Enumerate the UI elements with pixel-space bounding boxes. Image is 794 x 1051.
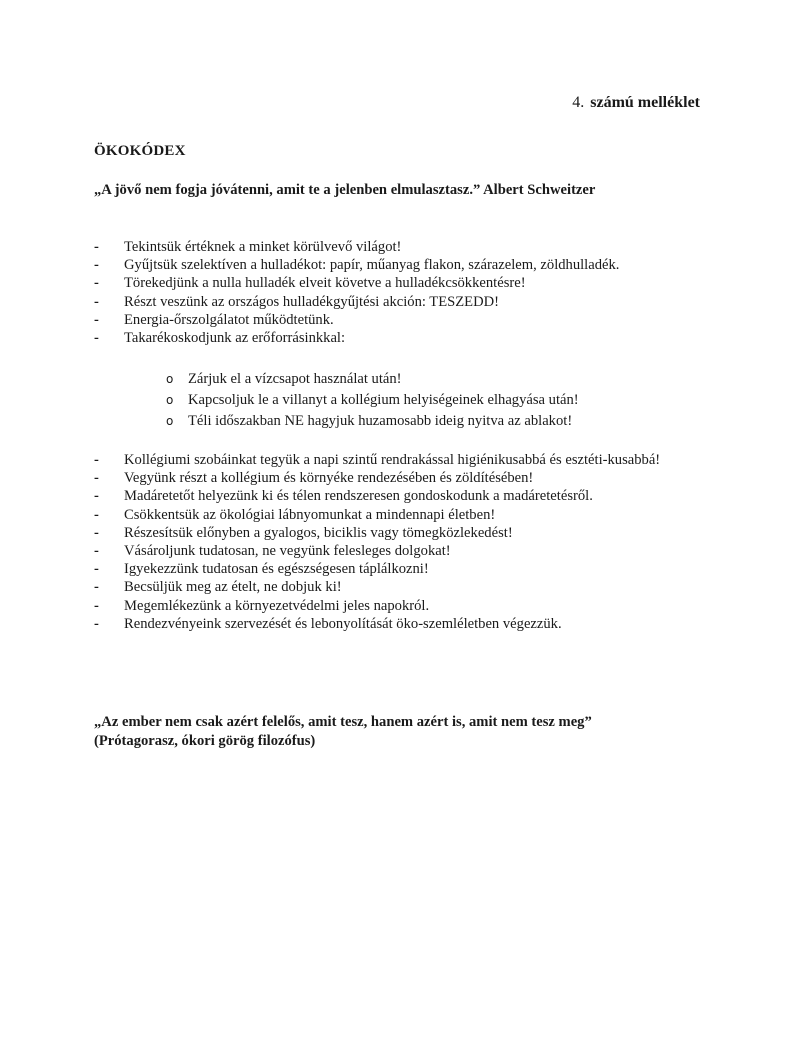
dash-bullet: - — [94, 470, 99, 487]
list-item: - Madáretetőt helyezünk ki és télen rendszeresen gondoskodunk a madáretetésről. — [94, 488, 593, 505]
dash-bullet: - — [94, 543, 99, 560]
list-item: - Becsüljük meg az ételt, ne dobjuk ki! — [94, 579, 342, 596]
motto-quote: „A jövő nem fogja jóvátenni, amit te a jelenben elmulasztasz.” Albert Schweitzer — [94, 182, 596, 198]
circle-bullet: o — [166, 413, 174, 428]
list-item: - Takarékoskodjunk az erőforrásinkkal: — [94, 330, 346, 347]
dash-bullet: - — [94, 293, 99, 310]
resource-saving-sublist — [166, 369, 706, 431]
dash-bullet: - — [94, 239, 99, 255]
document-title: ÖKOKÓDEX — [94, 143, 186, 159]
dash-bullet: - — [94, 579, 99, 596]
dash-bullet: - — [94, 330, 99, 347]
circle-bullet: o — [166, 392, 174, 407]
list-item: - Részesítsük előnyben a gyalogos, biciklis vagy tömegközlekedést! — [94, 524, 513, 541]
list-item: - Kollégiumi szobáinkat tegyük a napi szintű rendrakással higiénikusabbá és esztéti-kusabbá! — [94, 452, 661, 468]
sublist-item: o Kapcsoljuk le a villanyt a kollégium helyiségeinek elhagyása után! — [166, 390, 706, 411]
list-item: - Vásároljunk tudatosan, ne vegyünk felesleges dolgokat! — [94, 543, 451, 560]
dash-bullet: - — [94, 506, 99, 523]
dash-bullet: - — [94, 524, 99, 541]
list-item: - Tekintsük értéknek a minket körülvevő világot! — [94, 239, 402, 255]
dash-bullet: - — [94, 275, 99, 292]
dash-bullet: - — [94, 597, 99, 614]
circle-bullet: o — [166, 372, 174, 386]
list-item: - Megemlékezünk a környezetvédelmi jeles napokról. — [94, 597, 430, 614]
sublist-item: o Zárjuk el a vízcsapot használat után! — [166, 369, 706, 390]
list-item: - Energia-őrszolgálatot működtetünk. — [94, 311, 334, 328]
sublist-item: o Téli időszakban NE hagyjuk huzamosabb ideig nyitva az ablakot! — [166, 411, 706, 432]
list-item: - Vegyünk részt a kollégium és környéke rendezésében és zöldítésében! — [94, 470, 534, 487]
dash-bullet: - — [94, 561, 99, 578]
closing-quote-text: „Az ember nem csak azért felelős, amit tesz, hanem azért is, amit nem tesz meg” — [94, 714, 592, 730]
closing-quote-attribution: (Prótagorasz, ókori görög filozófus) — [94, 732, 316, 749]
list-item: - Részt veszünk az országos hulladékgyűjtési akción: TESZEDD! — [94, 293, 500, 310]
eco-rules-list-2 — [94, 451, 702, 633]
dash-bullet: - — [94, 257, 99, 274]
list-item: - Csökkentsük az ökológiai lábnyomunkat a mindennapi életben! — [94, 506, 496, 523]
dash-bullet: - — [94, 311, 99, 328]
dash-bullet: - — [94, 488, 99, 505]
dash-bullet: - — [94, 452, 99, 468]
dash-bullet: - — [94, 615, 99, 632]
list-item: - Gyűjtsük szelektíven a hulladékot: papír, műanyag flakon, szárazelem, zöldhulladék. — [94, 257, 620, 274]
list-item: - Törekedjünk a nulla hulladék elveit követve a hulladékcsökkentésre! — [94, 275, 526, 292]
list-item: - Igyekezzünk tudatosan és egészségesen táplálkozni! — [94, 561, 429, 578]
closing-quote — [94, 713, 592, 750]
annex-number: 4. — [572, 94, 585, 111]
annex-heading — [572, 94, 700, 112]
list-item: - Rendezvényeink szervezését és lebonyolítását öko-szemléletben végezzük. — [94, 615, 562, 632]
annex-label: számú melléklet — [590, 94, 700, 111]
eco-rules-list-1 — [94, 238, 702, 347]
